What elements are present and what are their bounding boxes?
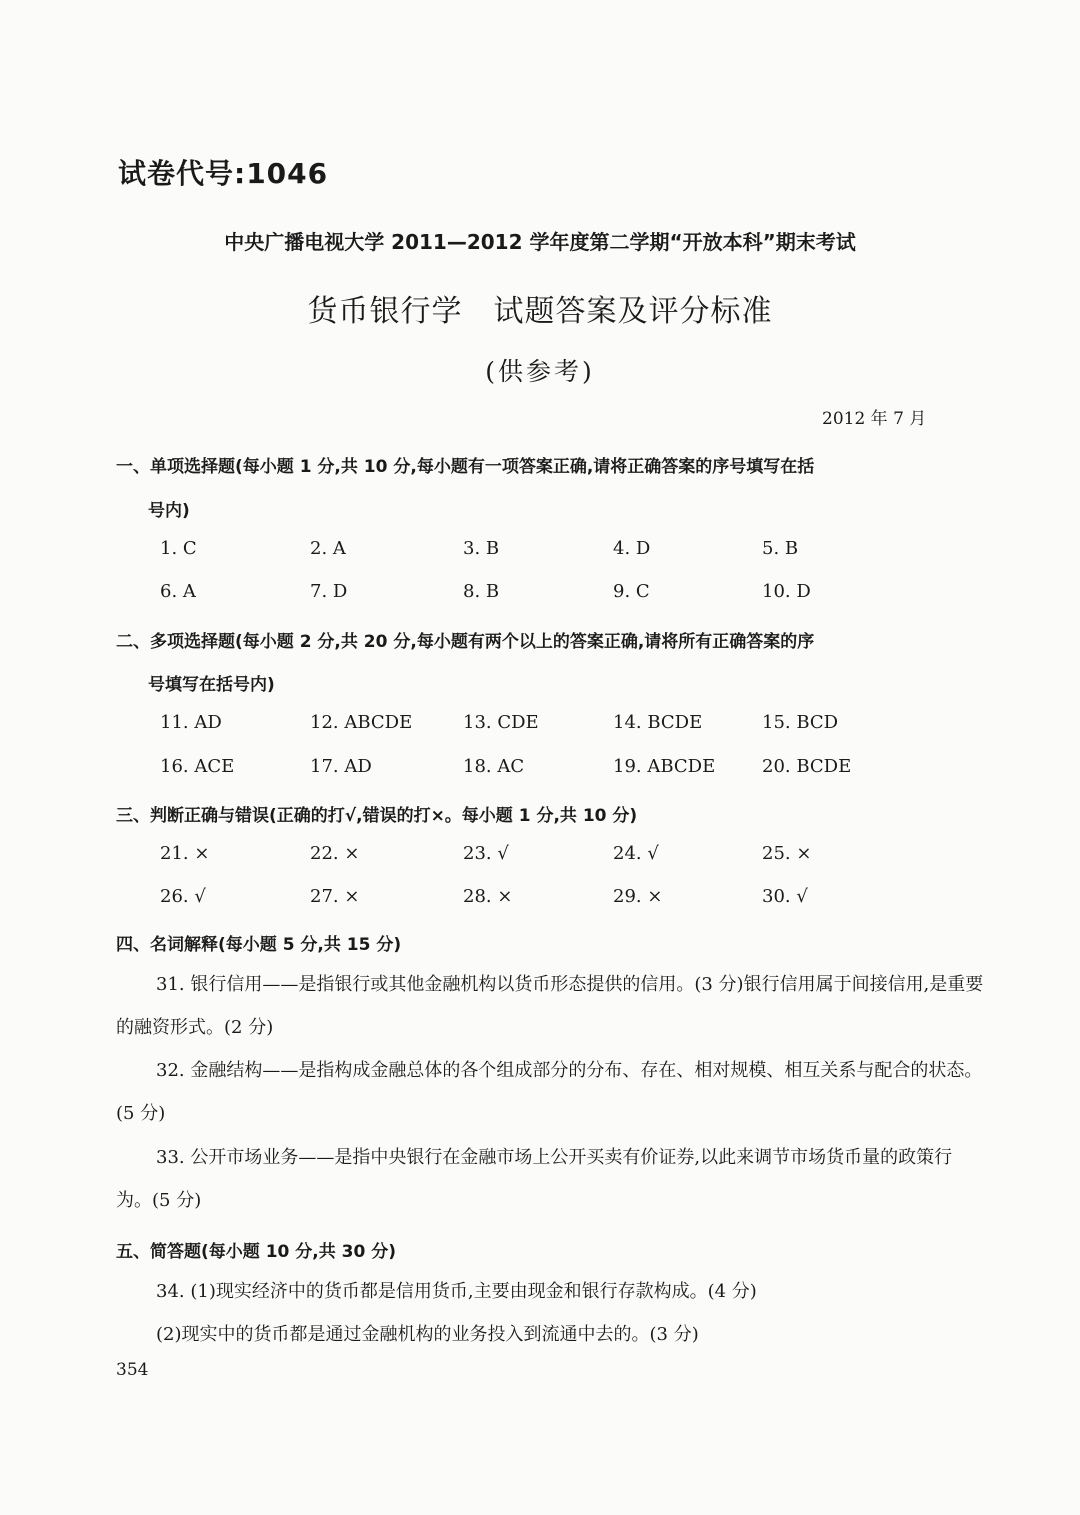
answer-item: 25. × xyxy=(762,843,812,864)
answer-item: 4. D xyxy=(613,538,651,559)
school-exam-line: 中央广播电视大学 2011—2012 学年度第二学期“开放本科”期末考试 xyxy=(224,230,856,254)
answer-item: 20. BCDE xyxy=(762,756,852,777)
definition-32 xyxy=(116,1049,986,1135)
answer-item: 8. B xyxy=(463,581,500,602)
answer-item: 28. × xyxy=(463,886,513,907)
section-5-title: 五、简答题(每小题 10 分,共 30 分) xyxy=(116,1242,396,1262)
answer-text: (2)现实中的货币都是通过金融机构的业务投入到流通中去的。(3 分) xyxy=(156,1324,699,1345)
answer-item: 29. × xyxy=(613,886,663,907)
answer-item: 5. B xyxy=(762,538,799,559)
answer-34-part-1 xyxy=(116,1270,986,1313)
answer-item: 22. × xyxy=(310,843,360,864)
definition-text: 32. 金融结构——是指构成金融总体的各个组成部分的分布、存在、相对规模、相互关系与配合的状态。(5 分) xyxy=(116,1060,983,1124)
answer-item: 9. C xyxy=(613,581,650,602)
answer-item: 11. AD xyxy=(160,712,222,733)
section-4-title: 四、名词解释(每小题 5 分,共 15 分) xyxy=(116,935,402,955)
answer-item: 30. √ xyxy=(762,886,808,907)
answer-item: 7. D xyxy=(310,581,348,602)
section-3-title: 三、判断正确与错误(正确的打√,错误的打×。每小题 1 分,共 10 分) xyxy=(116,806,638,826)
answer-item: 12. ABCDE xyxy=(310,712,413,733)
answer-item: 1. C xyxy=(160,538,197,559)
document-title: 货币银行学 试题答案及评分标准 xyxy=(307,294,773,329)
definition-text: 31. 银行信用——是指银行或其他金融机构以货币形态提供的信用。(3 分)银行信用属于间接信用,是重要的融资形式。(2 分) xyxy=(116,974,984,1038)
reference-note: (供参考) xyxy=(485,357,595,386)
document-date: 2012 年 7 月 xyxy=(822,409,927,429)
answer-item: 21. × xyxy=(160,843,210,864)
page-number: 354 xyxy=(116,1360,149,1380)
answer-34-part-2 xyxy=(116,1313,986,1356)
exam-code: 试卷代号:1046 xyxy=(118,157,329,190)
answer-item: 3. B xyxy=(463,538,500,559)
answer-item: 26. √ xyxy=(160,886,206,907)
answer-item: 24. √ xyxy=(613,843,659,864)
answer-text: 34. (1)现实经济中的货币都是信用货币,主要由现金和银行存款构成。(4 分) xyxy=(156,1281,757,1302)
section-1-title: 一、单项选择题(每小题 1 分,共 10 分,每小题有一项答案正确,请将正确答案的序号填写在括 xyxy=(116,457,815,477)
section-1-title-cont: 号内) xyxy=(148,501,190,521)
section-2-title-cont: 号填写在括号内) xyxy=(148,675,275,695)
answer-item: 18. AC xyxy=(463,756,525,777)
answer-item: 2. A xyxy=(310,538,346,559)
answer-item: 10. D xyxy=(762,581,811,602)
answer-item: 16. ACE xyxy=(160,756,235,777)
answer-item: 14. BCDE xyxy=(613,712,703,733)
answer-item: 23. √ xyxy=(463,843,509,864)
answer-item: 27. × xyxy=(310,886,360,907)
answer-item: 17. AD xyxy=(310,756,372,777)
answer-item: 13. CDE xyxy=(463,712,539,733)
definition-31 xyxy=(116,963,986,1049)
definition-33 xyxy=(116,1136,986,1222)
answer-item: 15. BCD xyxy=(762,712,839,733)
definition-text: 33. 公开市场业务——是指中央银行在金融市场上公开买卖有价证券,以此来调节市场货币量的政策行为。(5 分) xyxy=(116,1147,953,1211)
section-2-title: 二、多项选择题(每小题 2 分,共 20 分,每小题有两个以上的答案正确,请将所有正确答案的序 xyxy=(116,632,815,652)
answer-item: 6. A xyxy=(160,581,196,602)
answer-item: 19. ABCDE xyxy=(613,756,716,777)
